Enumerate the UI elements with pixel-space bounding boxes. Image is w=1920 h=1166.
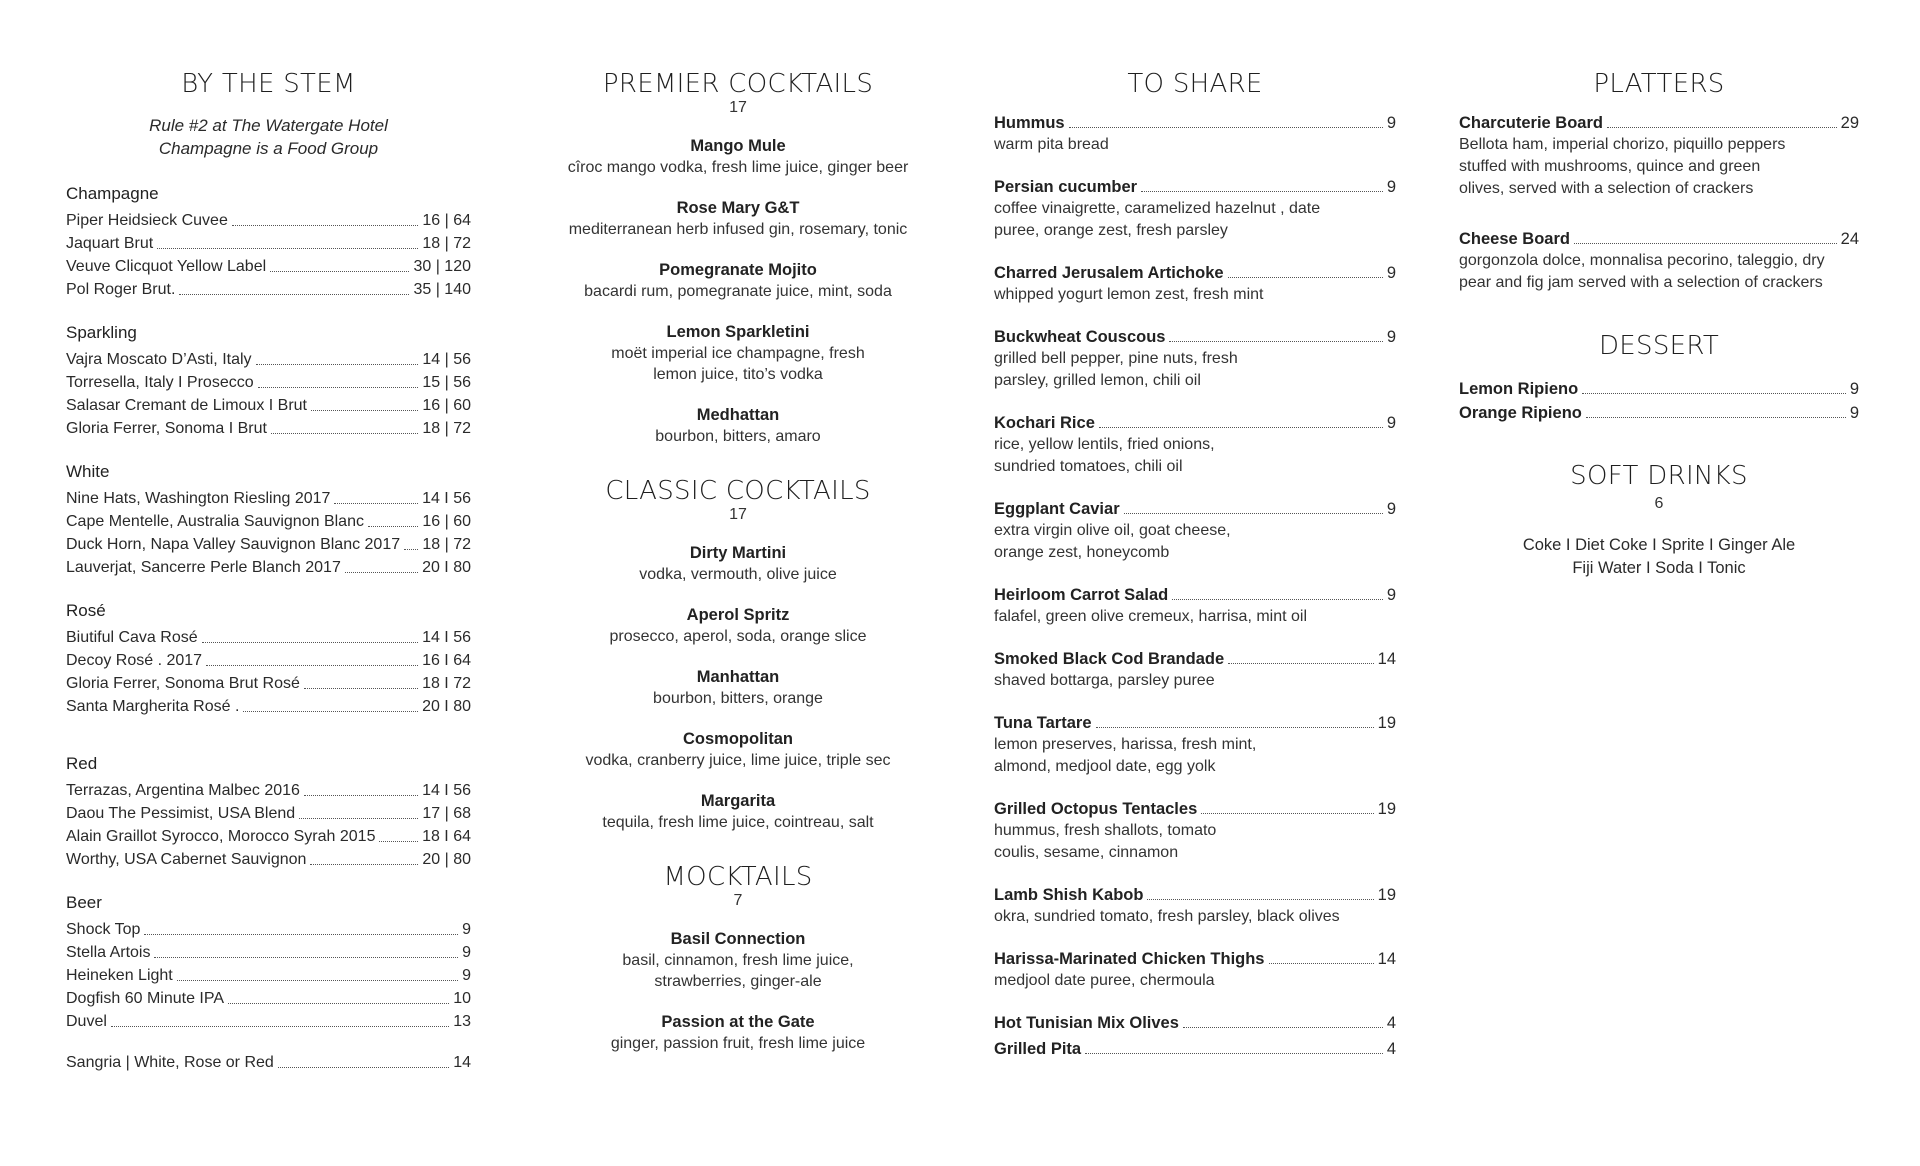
cocktail-name: Rose Mary G&T [676, 199, 800, 217]
cocktail-item [548, 543, 928, 585]
wine-name: Pol Roger Brut. [66, 281, 176, 298]
tagline [66, 114, 471, 160]
cocktail-desc: prosecco, aperol, soda, orange slice [609, 628, 867, 645]
wine-price: 20 | 80 [422, 851, 471, 868]
leader-dots [270, 255, 409, 272]
share-desc: sundried tomatoes, chili oil [994, 458, 1183, 475]
cocktail-desc: cîroc mango vodka, fresh lime juice, ginger beer [567, 159, 909, 176]
by-the-stem-title: BY THE STEM [181, 69, 356, 99]
mocktails-title: MOCKTAILS [663, 862, 813, 892]
wine-price: 30 | 120 [413, 258, 471, 275]
leader-dots [1085, 1038, 1383, 1054]
wine-price: 15 | 56 [422, 374, 471, 391]
wine-price: 16 | 60 [422, 513, 471, 530]
to-share-title: TO SHARE [1127, 69, 1263, 99]
wine-name: Santa Margherita Rosé . [66, 698, 240, 715]
sangria [66, 1051, 471, 1074]
group-title: Red [66, 754, 98, 773]
share-price: 19 [1377, 714, 1396, 732]
wine-item [66, 825, 471, 848]
wine-item [66, 348, 471, 371]
share-desc: medjool date puree, chermoula [994, 972, 1215, 989]
cocktail-item [548, 667, 928, 709]
beer-item [66, 987, 471, 1010]
wine-group-champagne [66, 182, 471, 301]
leader-dots [334, 487, 418, 504]
wine-price: 18 I 72 [422, 675, 471, 692]
platter-desc: olives, served with a selection of crackers [1459, 180, 1754, 197]
dessert-item [1459, 378, 1859, 400]
share-desc: rice, yellow lentils, fried onions, [994, 436, 1215, 453]
beer-price: 9 [462, 944, 471, 961]
leader-dots [345, 556, 418, 573]
tagline-line: Rule #2 at The Watergate Hotel [149, 116, 388, 135]
platter-desc: Bellota ham, imperial chorizo, piquillo peppers [1459, 136, 1786, 153]
platters-title: PLATTERS [1593, 69, 1725, 99]
beer-name: Shock Top [66, 921, 141, 938]
wine-item [66, 278, 471, 301]
platter-desc: pear and fig jam served with a selection of crackers [1459, 274, 1823, 291]
cocktail-desc: bourbon, bitters, orange [653, 690, 823, 707]
wine-name: Biutiful Cava Rosé [66, 629, 198, 646]
leader-dots [206, 649, 418, 666]
share-price: 19 [1377, 886, 1396, 904]
beer-price: 10 [453, 990, 471, 1007]
share-item [994, 584, 1396, 628]
leader-dots [1586, 402, 1846, 418]
wine-item [66, 556, 471, 579]
wine-price: 20 I 80 [422, 698, 471, 715]
cocktail-name: Lemon Sparkletini [666, 323, 810, 341]
wine-item [66, 394, 471, 417]
wine-price: 35 | 140 [413, 281, 471, 298]
wine-name: Worthy, USA Cabernet Sauvignon [66, 851, 307, 868]
share-name: Tuna Tartare [994, 714, 1092, 732]
to-share-column [994, 68, 1396, 1060]
cocktail-name: Medhattan [696, 406, 780, 424]
mocktail-desc: ginger, passion fruit, fresh lime juice [610, 1035, 866, 1052]
cocktail-item [548, 198, 928, 240]
leader-dots [1124, 498, 1383, 514]
wine-name: Veuve Clicquot Yellow Label [66, 258, 267, 275]
cocktail-desc: tequila, fresh lime juice, cointreau, salt [602, 814, 874, 831]
leader-dots [1228, 262, 1383, 278]
wine-item [66, 371, 471, 394]
leader-dots [368, 510, 418, 527]
leader-dots [1201, 798, 1373, 814]
wine-name: Cape Mentelle, Australia Sauvignon Blanc [66, 513, 364, 530]
beer-price: 13 [453, 1013, 471, 1030]
cocktail-desc: moët imperial ice champagne, fresh [611, 345, 865, 362]
share-desc: extra virgin olive oil, goat cheese, [994, 522, 1231, 539]
share-name: Harissa-Marinated Chicken Thighs [994, 950, 1265, 968]
wine-price: 14 I 56 [422, 629, 471, 646]
wine-item [66, 779, 471, 802]
sangria-item [66, 1051, 471, 1074]
platter-name: Charcuterie Board [1459, 114, 1603, 132]
share-name: Lamb Shish Kabob [994, 886, 1144, 904]
wine-price: 20 I 80 [422, 559, 471, 576]
premier-cocktails-price: 17 [729, 99, 747, 116]
share-item [994, 262, 1396, 306]
platter-item [1459, 112, 1859, 200]
wine-name: Nine Hats, Washington Riesling 2017 [66, 490, 331, 507]
mocktail-item [548, 929, 928, 992]
share-item [994, 176, 1396, 242]
leader-dots [1099, 412, 1383, 428]
beer-item [66, 1010, 471, 1033]
leader-dots [179, 278, 409, 295]
wine-name: Gloria Ferrer, Sonoma I Brut [66, 420, 267, 437]
share-desc: almond, medjool date, egg yolk [994, 758, 1216, 775]
leader-dots [144, 918, 458, 935]
share-desc: lemon preserves, harissa, fresh mint, [994, 736, 1257, 753]
group-title: Champagne [66, 184, 159, 203]
leader-dots [1069, 112, 1383, 128]
leader-dots [232, 209, 419, 226]
share-desc: parsley, grilled lemon, chili oil [994, 372, 1201, 389]
dessert-name: Orange Ripieno [1459, 404, 1582, 422]
wine-item [66, 232, 471, 255]
share-name: Buckwheat Couscous [994, 328, 1166, 346]
share-price: 19 [1377, 800, 1396, 818]
mocktail-item [548, 1012, 928, 1054]
group-title: Beer [66, 893, 102, 912]
cocktail-name: Aperol Spritz [686, 606, 790, 624]
wine-item [66, 533, 471, 556]
beer-name: Stella Artois [66, 944, 151, 961]
premier-cocktails-title: PREMIER COCKTAILS [602, 69, 874, 99]
share-name: Heirloom Carrot Salad [994, 586, 1169, 604]
share-desc: coffee vinaigrette, caramelized hazelnut , date [994, 200, 1321, 217]
share-name: Grilled Octopus Tentacles [994, 800, 1198, 818]
beer-name: Dogfish 60 Minute IPA [66, 990, 225, 1007]
mocktails-price: 7 [733, 892, 743, 909]
leader-dots [310, 848, 418, 865]
leader-dots [379, 825, 418, 842]
share-desc: grilled bell pepper, pine nuts, fresh [994, 350, 1238, 367]
wine-item [66, 649, 471, 672]
share-price: 4 [1386, 1040, 1396, 1058]
share-item [994, 498, 1396, 564]
beer-item [66, 918, 471, 941]
soft-drinks-title: SOFT DRINKS [1570, 461, 1748, 491]
share-price: 9 [1386, 264, 1396, 282]
wine-group-beer [66, 891, 471, 1033]
leader-dots [1141, 176, 1383, 192]
share-name: Kochari Rice [994, 414, 1095, 432]
classic-cocktails-price: 17 [729, 506, 747, 523]
share-name: Persian cucumber [994, 178, 1138, 196]
leader-dots [228, 987, 449, 1004]
share-name: Grilled Pita [994, 1040, 1082, 1058]
leader-dots [243, 695, 418, 712]
share-item [994, 648, 1396, 692]
share-desc: coulis, sesame, cinnamon [994, 844, 1179, 861]
sangria-price: 14 [453, 1054, 471, 1071]
share-desc: puree, orange zest, fresh parsley [994, 222, 1228, 239]
dessert-price: 9 [1849, 404, 1859, 422]
cocktail-item [548, 405, 928, 447]
cocktail-item [548, 605, 928, 647]
wine-name: Duck Horn, Napa Valley Sauvignon Blanc 2017 [66, 536, 401, 553]
leader-dots [157, 232, 418, 249]
cocktail-item [548, 791, 928, 833]
leader-dots [256, 348, 419, 365]
share-price: 9 [1386, 414, 1396, 432]
platter-price: 24 [1840, 230, 1859, 248]
wine-group-red [66, 752, 471, 871]
share-price: 9 [1386, 114, 1396, 132]
cocktail-desc: bacardi rum, pomegranate juice, mint, soda [584, 283, 892, 300]
share-price: 4 [1386, 1014, 1396, 1032]
share-price: 9 [1386, 178, 1396, 196]
wine-group-sparkling [66, 321, 471, 440]
wine-item [66, 802, 471, 825]
leader-dots [1582, 378, 1846, 394]
share-price: 14 [1377, 650, 1396, 668]
cocktail-item [548, 260, 928, 302]
wine-name: Decoy Rosé . 2017 [66, 652, 203, 669]
leader-dots [1147, 884, 1373, 900]
wine-item [66, 672, 471, 695]
wine-name: Torresella, Italy I Prosecco [66, 374, 254, 391]
group-title: Sparkling [66, 323, 137, 342]
beer-item [66, 941, 471, 964]
cocktail-desc: bourbon, bitters, amaro [655, 428, 821, 445]
wine-group-white [66, 460, 471, 579]
leader-dots [304, 672, 418, 689]
wine-item [66, 510, 471, 533]
dessert-item [1459, 402, 1859, 424]
wine-price: 18 | 72 [422, 235, 471, 252]
cocktail-name: Pomegranate Mojito [659, 261, 817, 279]
share-price: 9 [1386, 586, 1396, 604]
leader-dots [404, 533, 418, 550]
leader-dots [111, 1010, 449, 1027]
wine-item [66, 848, 471, 871]
soft-drinks-line: Fiji Water I Soda I Tonic [1572, 559, 1746, 577]
wine-item [66, 487, 471, 510]
cocktail-name: Manhattan [696, 668, 780, 686]
cocktail-desc: vodka, cranberry juice, lime juice, triple sec [585, 752, 891, 769]
wine-price: 16 | 60 [422, 397, 471, 414]
soft-drinks-price: 6 [1654, 495, 1664, 512]
dessert-title: DESSERT [1598, 331, 1720, 361]
leader-dots [311, 394, 418, 411]
cocktail-desc: mediterranean herb infused gin, rosemary, tonic [568, 221, 908, 238]
leader-dots [1172, 584, 1383, 600]
sangria-name: Sangria | White, Rose or Red [66, 1054, 274, 1071]
beer-name: Heineken Light [66, 967, 173, 984]
group-title: Rosé [66, 601, 106, 620]
mocktail-name: Basil Connection [670, 930, 806, 948]
wine-price: 16 | 64 [422, 212, 471, 229]
wine-price: 18 I 64 [422, 828, 471, 845]
leader-dots [258, 371, 419, 388]
cocktail-name: Margarita [700, 792, 776, 810]
share-name: Hot Tunisian Mix Olives [994, 1014, 1179, 1032]
cocktail-desc: vodka, vermouth, olive juice [639, 566, 837, 583]
platter-name: Cheese Board [1459, 230, 1570, 248]
share-item [994, 326, 1396, 392]
beer-price: 9 [462, 921, 471, 938]
leader-dots [1607, 112, 1837, 128]
cocktails-column [548, 68, 928, 1054]
share-price: 14 [1377, 950, 1396, 968]
wine-price: 18 | 72 [422, 420, 471, 437]
leader-dots [1183, 1012, 1383, 1028]
share-item [994, 798, 1396, 864]
share-item [994, 1038, 1396, 1060]
share-name: Charred Jerusalem Artichoke [994, 264, 1224, 282]
wine-price: 14 I 56 [422, 782, 471, 799]
cocktail-item [548, 322, 928, 385]
share-desc: warm pita bread [994, 136, 1109, 153]
platters-column [1459, 68, 1859, 580]
leader-dots [202, 626, 418, 643]
wine-name: Lauverjat, Sancerre Perle Blanch 2017 [66, 559, 341, 576]
leader-dots [1574, 228, 1837, 244]
group-title: White [66, 462, 110, 481]
cocktail-name: Mango Mule [690, 137, 786, 155]
share-desc: whipped yogurt lemon zest, fresh mint [994, 286, 1264, 303]
platter-price: 29 [1840, 114, 1859, 132]
wine-name: Salasar Cremant de Limoux I Brut [66, 397, 307, 414]
share-desc: hummus, fresh shallots, tomato [994, 822, 1217, 839]
share-desc: orange zest, honeycomb [994, 544, 1170, 561]
wine-price: 14 I 56 [422, 490, 471, 507]
dessert-price: 9 [1849, 380, 1859, 398]
share-desc: falafel, green olive cremeux, harrisa, mint oil [994, 608, 1308, 625]
cocktail-name: Dirty Martini [689, 544, 787, 562]
classic-cocktails-title: CLASSIC COCKTAILS [605, 476, 871, 506]
leader-dots [154, 941, 458, 958]
wine-group-rose [66, 599, 471, 718]
wine-name: Alain Graillot Syrocco, Morocco Syrah 2015 [66, 828, 376, 845]
by-the-stem-column [66, 68, 471, 1074]
share-name: Eggplant Caviar [994, 500, 1120, 518]
mocktail-name: Passion at the Gate [661, 1013, 815, 1031]
platter-desc: gorgonzola dolce, monnalisa pecorino, taleggio, dry [1459, 252, 1825, 269]
share-item [994, 412, 1396, 478]
wine-item [66, 626, 471, 649]
share-item [994, 884, 1396, 928]
wine-name: Vajra Moscato D’Asti, Italy [66, 351, 252, 368]
leader-dots [1269, 948, 1374, 964]
cocktail-desc: lemon juice, tito’s vodka [653, 366, 823, 383]
share-price: 9 [1386, 500, 1396, 518]
platter-desc: stuffed with mushrooms, quince and green [1459, 158, 1761, 175]
leader-dots [271, 417, 418, 434]
leader-dots [1169, 326, 1382, 342]
share-name: Hummus [994, 114, 1065, 132]
share-item [994, 948, 1396, 992]
leader-dots [177, 964, 458, 981]
wine-item [66, 255, 471, 278]
tagline-line: Champagne is a Food Group [158, 139, 379, 158]
wine-name: Terrazas, Argentina Malbec 2016 [66, 782, 300, 799]
share-desc: okra, sundried tomato, fresh parsley, black olives [994, 908, 1340, 925]
wine-price: 18 | 72 [422, 536, 471, 553]
leader-dots [1228, 648, 1373, 664]
cocktail-item [548, 136, 928, 178]
mocktail-desc: strawberries, ginger-ale [654, 973, 822, 990]
wine-price: 16 I 64 [422, 652, 471, 669]
wine-item [66, 695, 471, 718]
share-item [994, 1012, 1396, 1034]
beer-name: Duvel [66, 1013, 107, 1030]
wine-name: Daou The Pessimist, USA Blend [66, 805, 296, 822]
dessert-name: Lemon Ripieno [1459, 380, 1579, 398]
wine-item [66, 417, 471, 440]
cocktail-item [548, 729, 928, 771]
mocktail-desc: basil, cinnamon, fresh lime juice, [622, 952, 854, 969]
leader-dots [299, 802, 418, 819]
beer-item [66, 964, 471, 987]
soft-drinks-line: Coke I Diet Coke I Sprite I Ginger Ale [1522, 536, 1796, 554]
share-name: Smoked Black Cod Brandade [994, 650, 1225, 668]
wine-name: Jaquart Brut [66, 235, 154, 252]
share-desc: shaved bottarga, parsley puree [994, 672, 1215, 689]
leader-dots [278, 1051, 449, 1068]
share-item [994, 112, 1396, 156]
beer-price: 9 [462, 967, 471, 984]
wine-name: Gloria Ferrer, Sonoma Brut Rosé [66, 675, 300, 692]
leader-dots [304, 779, 418, 796]
cocktail-name: Cosmopolitan [683, 730, 793, 748]
wine-price: 17 | 68 [422, 805, 471, 822]
share-price: 9 [1386, 328, 1396, 346]
wine-item [66, 209, 471, 232]
leader-dots [1096, 712, 1374, 728]
share-item [994, 712, 1396, 778]
soft-drinks-list [1459, 534, 1859, 580]
platter-item [1459, 228, 1859, 294]
wine-price: 14 | 56 [422, 351, 471, 368]
wine-name: Piper Heidsieck Cuvee [66, 212, 228, 229]
